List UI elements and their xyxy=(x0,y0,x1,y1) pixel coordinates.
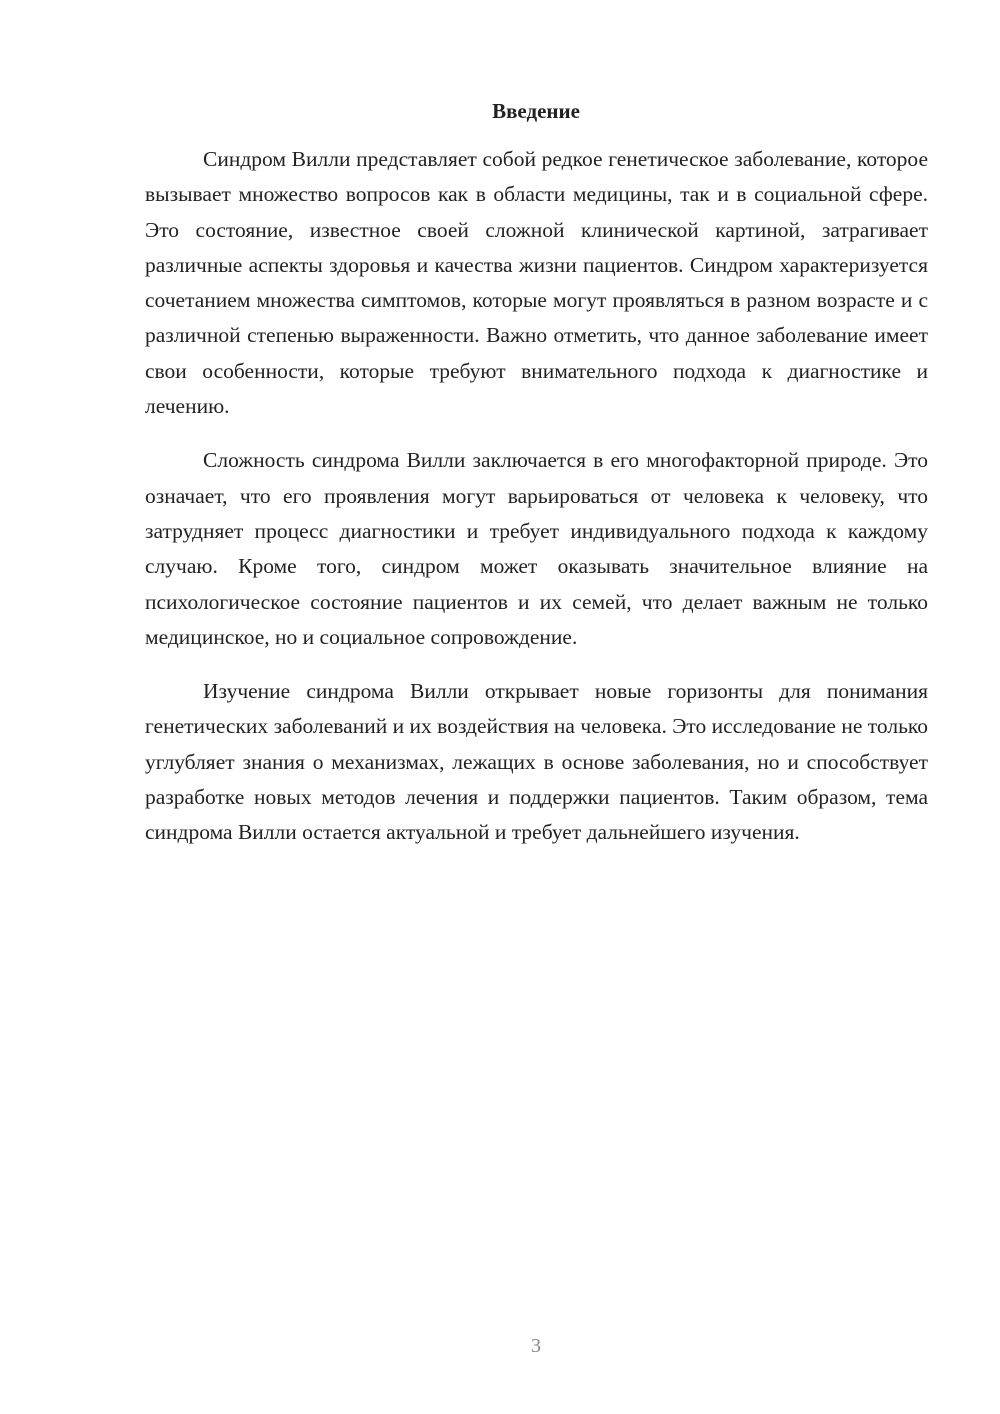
body-text xyxy=(145,142,928,851)
paragraph-3: Изучение синдрома Вилли открывает новые горизонты для понимания генетических заболеваний и их воздействия на человека. Это исследование не только углубляет знания о механизмах, лежащих в основе заболевания, но и способствует разработке новых методов лечения и поддержки пациентов. Таким образом, тема синдрома Вилли остается актуальной и требует дальнейшего изучения. xyxy=(145,679,928,845)
section-heading: Введение xyxy=(492,99,580,123)
paragraph-2: Сложность синдрома Вилли заключается в его многофакторной природе. Это означает, что его проявления могут варьироваться от человека к человеку, что затрудняет процесс диагностики и требует индивидуального подхода к каждому случаю. Кроме того, синдром может оказывать значительное влияние на психологическое состояние пациентов и их семей, что делает важным не только медицинское, но и социальное сопровождение. xyxy=(145,448,928,649)
paragraph-1: Синдром Вилли представляет собой редкое генетическое заболевание, которое вызывает множество вопросов как в области медицины, так и в социальной сфере. Это состояние, известное своей сложной клинической картиной, затрагивает различные аспекты здоровья и качества жизни пациентов. Синдром характеризуется сочетанием множества симптомов, которые могут проявляться в разном возрасте и с различной степенью выраженности. Важно отметить, что данное заболевание имеет свои особенности, которые требуют внимательного подхода к диагностике и лечению. xyxy=(145,147,928,419)
page-number: 3 xyxy=(531,1335,541,1357)
